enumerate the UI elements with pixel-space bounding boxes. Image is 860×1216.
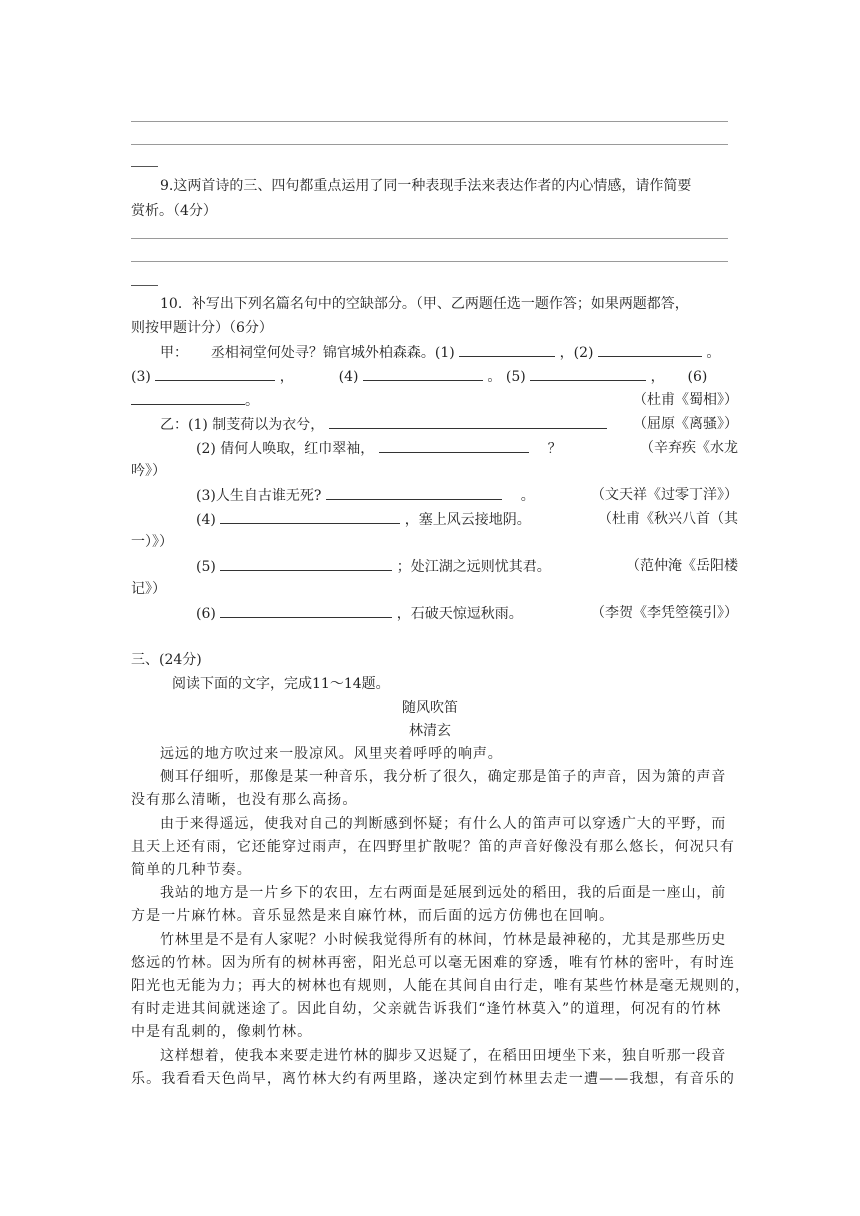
yi2-source-cont: 吟》） bbox=[131, 463, 166, 479]
blank-field[interactable] bbox=[220, 509, 400, 524]
jia-3: (3) bbox=[131, 369, 151, 385]
yi4-source-cont: 一）》） bbox=[131, 534, 173, 550]
yi1-source: （屈原《离骚》） bbox=[633, 416, 738, 432]
article-line: 我站的地方是一片乡下的农田，左右两面是延展到远处的稻田，我的后面是一座山，前 bbox=[160, 885, 727, 901]
yi-line-5 bbox=[196, 556, 551, 577]
yi4-post: ，塞上风云接地阴。 bbox=[404, 512, 531, 528]
article-line: 由于来得遥远，使我对自己的判断感到怀疑；有什么人的笛声可以穿透广大的平野，而 bbox=[160, 816, 727, 832]
jia-text: 丞相祠堂何处寻？锦官城外柏森森。(1) bbox=[210, 345, 455, 361]
answer-line-short bbox=[131, 285, 158, 286]
article-line: 且天上还有雨，它还能穿过雨声，在四野里扩散呢？笛的声音好像没有那么悠长，何况只有 bbox=[131, 839, 735, 855]
blank-field[interactable] bbox=[329, 414, 607, 429]
section-heading: 三、(24分) bbox=[131, 652, 202, 668]
article-line: 方是一片麻竹林。音乐显然是来自麻竹林，而后面的远方仿佛也在回响。 bbox=[131, 908, 615, 924]
article-line: 中是有乱刺的，像刺竹林。 bbox=[131, 1024, 313, 1040]
yi5-source: （范仲淹《岳阳楼 bbox=[626, 558, 738, 574]
yi6-pre: (6) bbox=[196, 606, 216, 622]
q9-text: 赏析。（4分） bbox=[131, 203, 217, 219]
jia-6: (6) bbox=[687, 369, 708, 385]
yi-line-6 bbox=[196, 603, 523, 624]
article-line: 乐。我看看天色尚早，离竹林大约有两里路，遂决定到竹林里去走一遭——我想，有音乐的 bbox=[131, 1071, 735, 1087]
article-line: 侧耳仔细听，那像是某一种音乐，我分析了很久，确定那是笛子的声音，因为箫的声音 bbox=[160, 769, 727, 785]
article-line: 没有那么清晰，也没有那么高扬。 bbox=[131, 792, 358, 808]
article-line: 悠远的竹林。因为所有的树林再密，阳光总可以毫无困难的穿透，唯有竹林的密叶，有时连 bbox=[131, 955, 735, 971]
yi5-post: ；处江湖之远则忧其君。 bbox=[396, 559, 551, 575]
yi3-text: (3)人生自古谁无死? bbox=[196, 488, 322, 504]
yi3-source: （文天祥《过零丁洋》） bbox=[591, 487, 738, 503]
blank-field[interactable] bbox=[363, 366, 483, 381]
yi6-source: （李贺《李凭箜篌引》） bbox=[591, 605, 738, 621]
article-line: 有时走进其间就迷途了。因此自幼，父亲就告诉我们“逢竹林莫入”的道理，何况有的竹林 bbox=[131, 1001, 722, 1017]
q9-text: 9.这两首诗的三、四句都重点运用了同一种表现手法来表达作者的内心情感，请作简要 bbox=[160, 178, 692, 194]
jia-line-1: 甲： 丞相祠堂何处寻？锦官城外柏森森。(1) ，(2) 。 bbox=[160, 342, 720, 363]
q10-text: 则按甲题计分）（6分） bbox=[131, 320, 273, 336]
article-author: 林清玄 bbox=[409, 723, 451, 739]
article-title: 随风吹笛 bbox=[402, 700, 458, 716]
article-line: 竹林里是不是有人家呢？小时候我觉得所有的林间，竹林是最神秘的，尤其是那些历史 bbox=[160, 932, 727, 948]
article-line: 阳光也无能为力；再大的树林也有规则，人能在其间自由行走，唯有某些竹林是毫无规则的， bbox=[131, 978, 751, 994]
jia-2: ，(2) bbox=[559, 345, 594, 361]
answer-line-short bbox=[131, 166, 158, 167]
yi-line-3 bbox=[196, 485, 535, 506]
yi6-post: ，石破天惊逗秋雨。 bbox=[396, 606, 523, 622]
yi4-source: （杜甫《秋兴八首（其 bbox=[598, 511, 738, 527]
answer-line bbox=[131, 238, 728, 239]
section-instruction: 阅读下面的文字，完成11～14题。 bbox=[172, 676, 390, 692]
jia-source: （杜甫《蜀相》） bbox=[633, 392, 738, 408]
article-line: 简单的几种节奏。 bbox=[131, 862, 252, 878]
yi-line-2 bbox=[196, 438, 562, 459]
jia-line-2: (3) ， (4) 。 (5) ， (6) bbox=[131, 366, 707, 387]
yi4-pre: (4) bbox=[196, 512, 216, 528]
jia-4: (4) bbox=[338, 369, 359, 385]
yi5-source-cont: 记》） bbox=[131, 581, 166, 597]
article-line: 远远的地方吹过来一股凉风。风里夹着呼呼的响声。 bbox=[160, 746, 503, 762]
blank-field[interactable] bbox=[530, 366, 646, 381]
answer-line bbox=[131, 261, 728, 262]
yi3-end: 。 bbox=[520, 488, 535, 504]
yi5-pre: (5) bbox=[196, 559, 216, 575]
blank-field[interactable] bbox=[131, 390, 245, 405]
answer-line bbox=[131, 144, 728, 145]
yi-label: 乙： bbox=[160, 417, 188, 433]
answer-line bbox=[131, 121, 728, 122]
yi2-text: (2) 倩何人唤取，红巾翠袖， bbox=[196, 441, 375, 457]
q10-text: 10．补写出下列名篇名句中的空缺部分。（甲、乙两题任选一题作答；如果两题都答， bbox=[160, 296, 689, 312]
blank-field[interactable] bbox=[326, 485, 502, 500]
blank-field[interactable] bbox=[459, 342, 555, 357]
jia-label: 甲： bbox=[160, 345, 188, 361]
yi2-source: （辛弃疾《水龙 bbox=[640, 440, 738, 456]
blank-field[interactable] bbox=[155, 366, 275, 381]
yi-line-1 bbox=[160, 414, 607, 435]
article-line: 这样想着，使我本来要走进竹林的脚步又迟疑了，在稻田田埂坐下来，独自听那一段音 bbox=[160, 1048, 727, 1064]
yi2-q: ？ bbox=[547, 441, 562, 457]
blank-field[interactable] bbox=[220, 603, 392, 618]
blank-field[interactable] bbox=[220, 556, 392, 571]
yi-line-4 bbox=[196, 509, 531, 530]
jia-line-3: 。 bbox=[131, 390, 259, 411]
blank-field[interactable] bbox=[598, 342, 702, 357]
yi1-text: (1) 制芰荷以为衣兮， bbox=[188, 417, 325, 433]
jia-5: (5) bbox=[505, 369, 526, 385]
blank-field[interactable] bbox=[379, 438, 529, 453]
